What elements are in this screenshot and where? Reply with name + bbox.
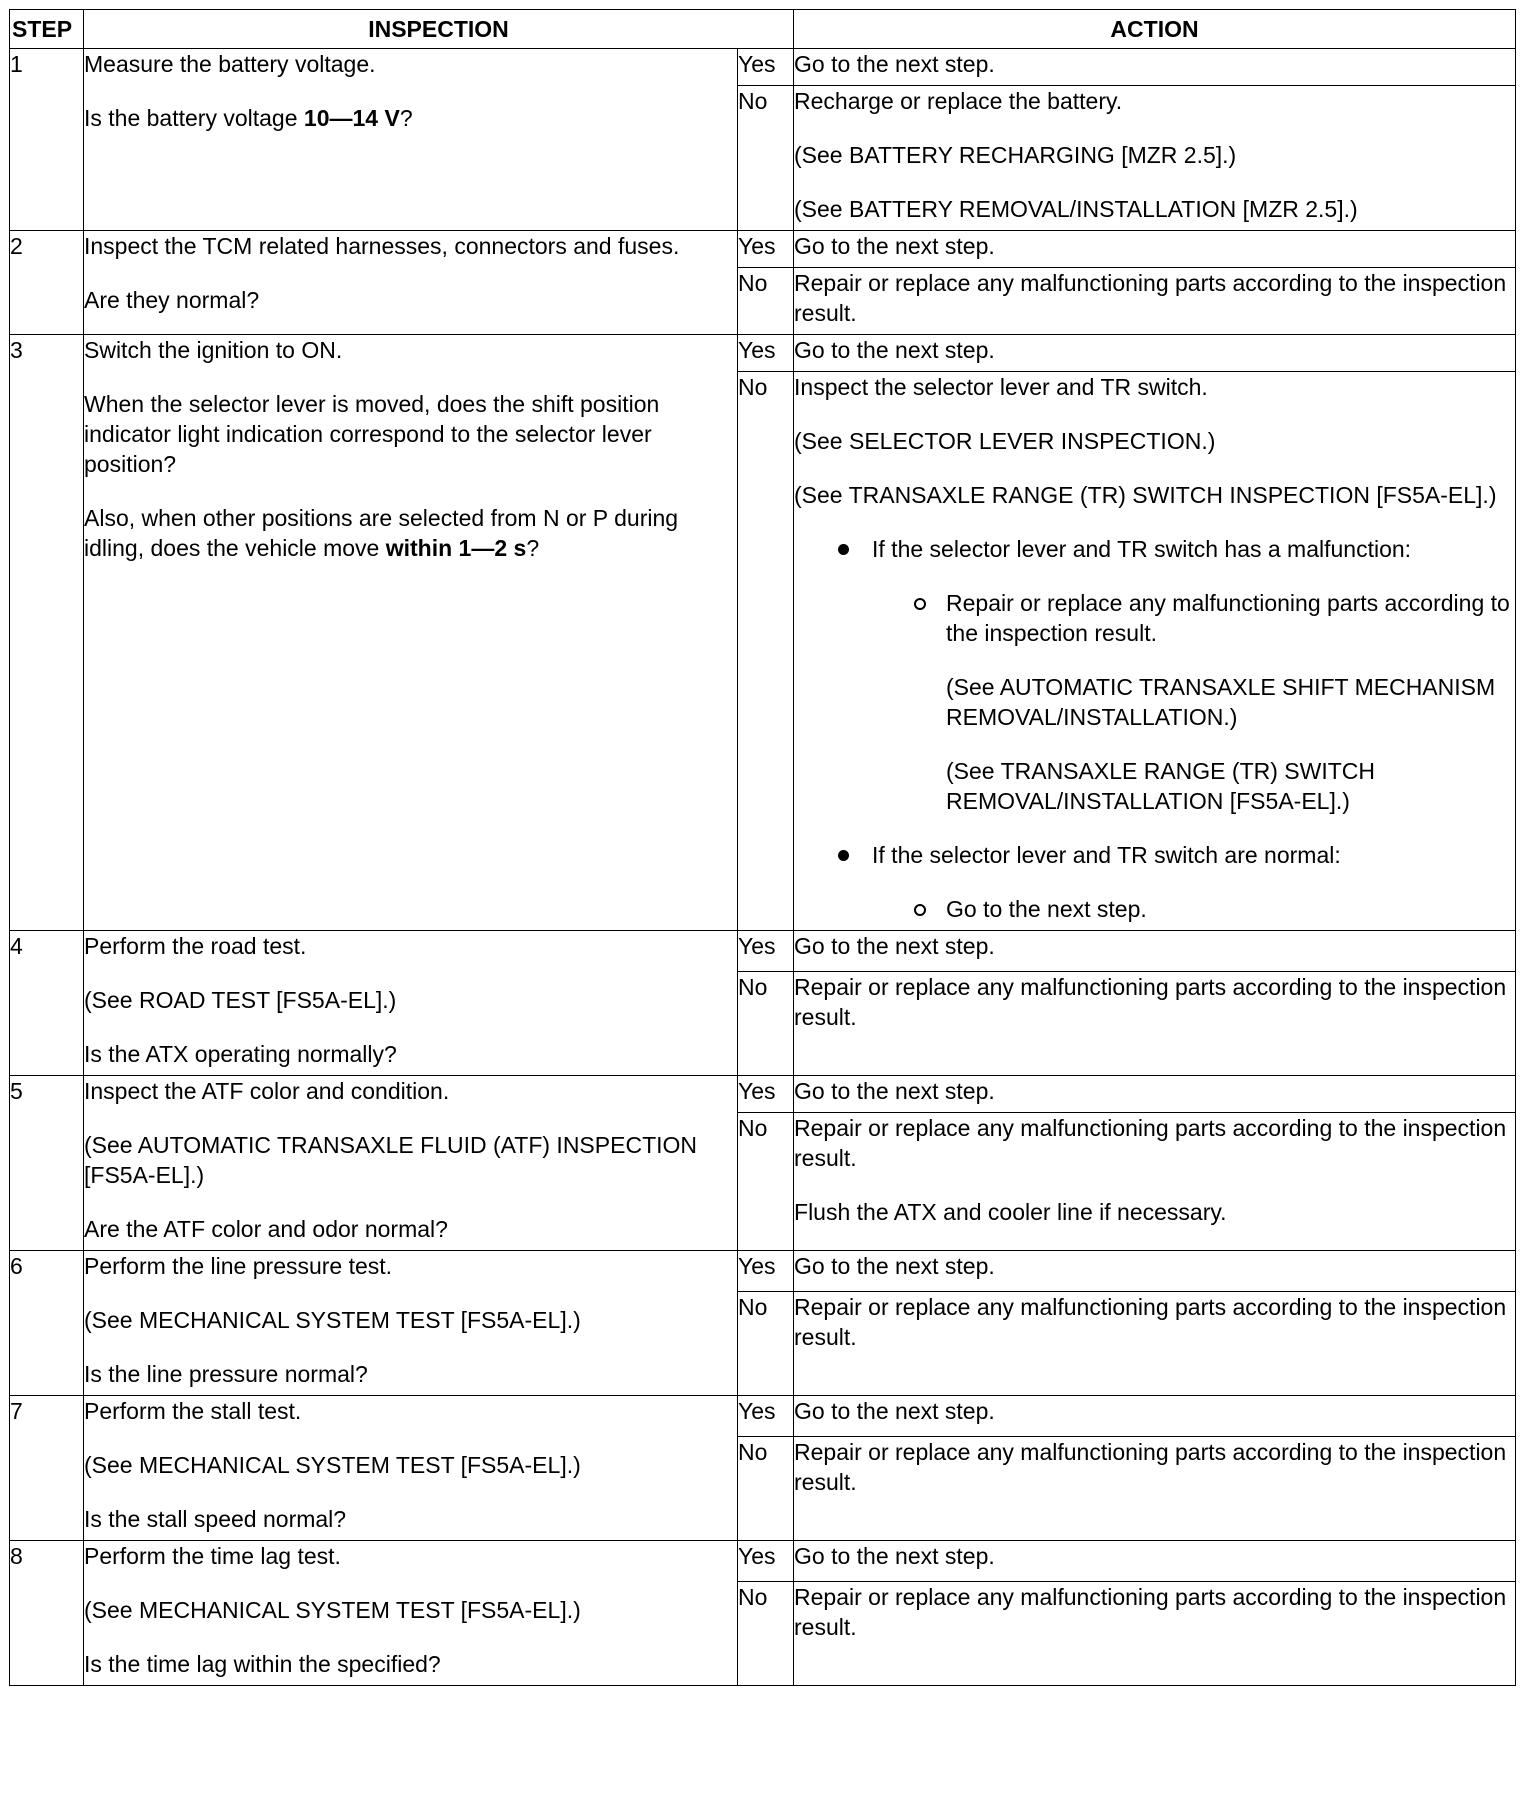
inspection-paragraph: Inspect the ATF color and condition. [84,1078,450,1104]
inspection-paragraph: (See ROAD TEST [FS5A-EL].) [84,987,397,1013]
yes-action-cell [794,1251,1516,1292]
inspection-paragraph: When the selector lever is moved, does the shift position indicator light indication correspond to the selector lever position? [84,391,660,477]
action-paragraph: Repair or replace any malfunctioning parts according to the inspection result. [794,1439,1507,1495]
yes-label: Yes [738,1541,794,1582]
no-label: No [738,268,794,335]
step-number: 6 [10,1251,84,1396]
no-label: No [738,372,794,931]
no-label: No [738,972,794,1076]
yes-label: Yes [738,1251,794,1292]
no-label: No [738,1437,794,1541]
step-number: 2 [10,231,84,335]
inspection-paragraph: Perform the time lag test. [84,1543,341,1569]
action-paragraph: Recharge or replace the battery. [794,88,1123,114]
inspection-cell [84,49,738,231]
no-action-cell [794,372,1516,931]
yes-action-cell [794,1541,1516,1582]
inspection-paragraph: Is the time lag within the specified? [84,1651,441,1677]
no-label: No [738,1582,794,1686]
action-paragraph: Go to the next step. [794,1398,995,1424]
yes-label: Yes [738,1396,794,1437]
inspection-cell [84,1541,738,1686]
inspection-paragraph: (See MECHANICAL SYSTEM TEST [FS5A-EL].) [84,1452,581,1478]
yes-action-cell [794,1076,1516,1113]
action-sub-paragraph: (See TRANSAXLE RANGE (TR) SWITCH REMOVAL/INSTALLATION [FS5A-EL].) [946,758,1375,814]
step-number: 5 [10,1076,84,1251]
inspection-paragraph: Are they normal? [84,287,260,313]
yes-label: Yes [738,49,794,86]
table-row [10,335,1516,372]
action-paragraph: (See BATTERY RECHARGING [MZR 2.5].) [794,142,1237,168]
inspection-paragraph: (See MECHANICAL SYSTEM TEST [FS5A-EL].) [84,1307,581,1333]
step-number: 4 [10,931,84,1076]
yes-action-cell [794,931,1516,972]
action-bullet-item: If the selector lever and TR switch has a malfunction: [794,534,1515,564]
no-action-cell [794,1113,1516,1251]
table-row [10,231,1516,268]
inspection-cell [84,1396,738,1541]
action-paragraph: Repair or replace any malfunctioning parts according to the inspection result. [794,1294,1507,1350]
inspection-paragraph: (See MECHANICAL SYSTEM TEST [FS5A-EL].) [84,1597,581,1623]
inspection-paragraph: Perform the stall test. [84,1398,302,1424]
action-paragraph: Flush the ATX and cooler line if necessary. [794,1199,1227,1225]
action-paragraph: (See BATTERY REMOVAL/INSTALLATION [MZR 2.5].) [794,196,1358,222]
action-paragraph: Go to the next step. [794,1543,995,1569]
action-paragraph: Go to the next step. [794,233,995,259]
table-row [10,1076,1516,1113]
table-row [10,1541,1516,1582]
inspection-paragraph [84,103,737,133]
inspection-text: ? [399,105,413,131]
diagnostic-table [9,9,1516,1686]
step-number: 1 [10,49,84,231]
action-paragraph: Repair or replace any malfunctioning parts according to the inspection result. [794,270,1507,326]
inspection-spec-value: within 1—2 s [385,535,527,561]
no-action-cell [794,1437,1516,1541]
no-action-cell [794,972,1516,1076]
yes-action-cell [794,49,1516,86]
inspection-paragraph [84,503,737,563]
table-header-row [10,10,1516,49]
inspection-paragraph: Is the stall speed normal? [84,1506,347,1532]
action-paragraph: Repair or replace any malfunctioning parts according to the inspection result. [794,1115,1507,1171]
no-label: No [738,86,794,231]
table-row [10,931,1516,972]
inspection-cell [84,1251,738,1396]
inspection-paragraph: Measure the battery voltage. [84,51,376,77]
inspection-paragraph: Is the line pressure normal? [84,1361,368,1387]
inspection-text: Also, when other positions are selected from N or P during idling, does the vehicle move [84,505,679,561]
inspection-paragraph: Switch the ignition to ON. [84,337,343,363]
action-paragraph: Inspect the selector lever and TR switch. [794,374,1208,400]
yes-label: Yes [738,1076,794,1113]
action-sub-item: Go to the next step. [794,894,1515,924]
action-paragraph: Go to the next step. [794,51,995,77]
inspection-text: Is the battery voltage [84,105,304,131]
yes-action-cell [794,335,1516,372]
yes-action-cell [794,1396,1516,1437]
action-paragraph: (See SELECTOR LEVER INSPECTION.) [794,428,1216,454]
no-label: No [738,1113,794,1251]
action-paragraph: (See TRANSAXLE RANGE (TR) SWITCH INSPECTION [FS5A-EL].) [794,482,1497,508]
table-row [10,49,1516,86]
step-number: 7 [10,1396,84,1541]
action-sub-paragraph: (See AUTOMATIC TRANSAXLE SHIFT MECHANISM REMOVAL/INSTALLATION.) [946,674,1496,730]
no-label: No [738,1292,794,1396]
header-action: ACTION [794,10,1516,49]
table-body [10,49,1516,1686]
step-number: 3 [10,335,84,931]
inspection-paragraph: Perform the road test. [84,933,307,959]
action-sub-item: Repair or replace any malfunctioning parts according to the inspection result. [794,588,1515,648]
action-paragraph: Go to the next step. [794,1253,995,1279]
header-inspection: INSPECTION [84,10,794,49]
yes-label: Yes [738,335,794,372]
inspection-paragraph: Are the ATF color and odor normal? [84,1216,448,1242]
table-row [10,1251,1516,1292]
inspection-spec-value: 10—14 V [303,105,400,131]
action-paragraph: Repair or replace any malfunctioning parts according to the inspection result. [794,974,1507,1030]
yes-action-cell [794,231,1516,268]
inspection-paragraph: Is the ATX operating normally? [84,1041,397,1067]
action-bullet-item: If the selector lever and TR switch are normal: [794,840,1515,870]
no-action-cell [794,268,1516,335]
action-paragraph: Go to the next step. [794,337,995,363]
inspection-text: ? [526,535,540,561]
table-row [10,1396,1516,1437]
inspection-cell [84,231,738,335]
no-action-cell [794,1582,1516,1686]
inspection-paragraph: Inspect the TCM related harnesses, connectors and fuses. [84,233,680,259]
action-paragraph: Repair or replace any malfunctioning parts according to the inspection result. [794,1584,1507,1640]
yes-label: Yes [738,931,794,972]
inspection-cell [84,335,738,931]
inspection-paragraph: Perform the line pressure test. [84,1253,393,1279]
header-step: STEP [10,10,84,49]
step-number: 8 [10,1541,84,1686]
action-paragraph: Go to the next step. [794,933,995,959]
no-action-cell [794,1292,1516,1396]
action-paragraph: Go to the next step. [794,1078,995,1104]
inspection-cell [84,1076,738,1251]
yes-label: Yes [738,231,794,268]
no-action-cell [794,86,1516,231]
inspection-paragraph: (See AUTOMATIC TRANSAXLE FLUID (ATF) INSPECTION [FS5A-EL].) [84,1132,698,1188]
inspection-cell [84,931,738,1076]
